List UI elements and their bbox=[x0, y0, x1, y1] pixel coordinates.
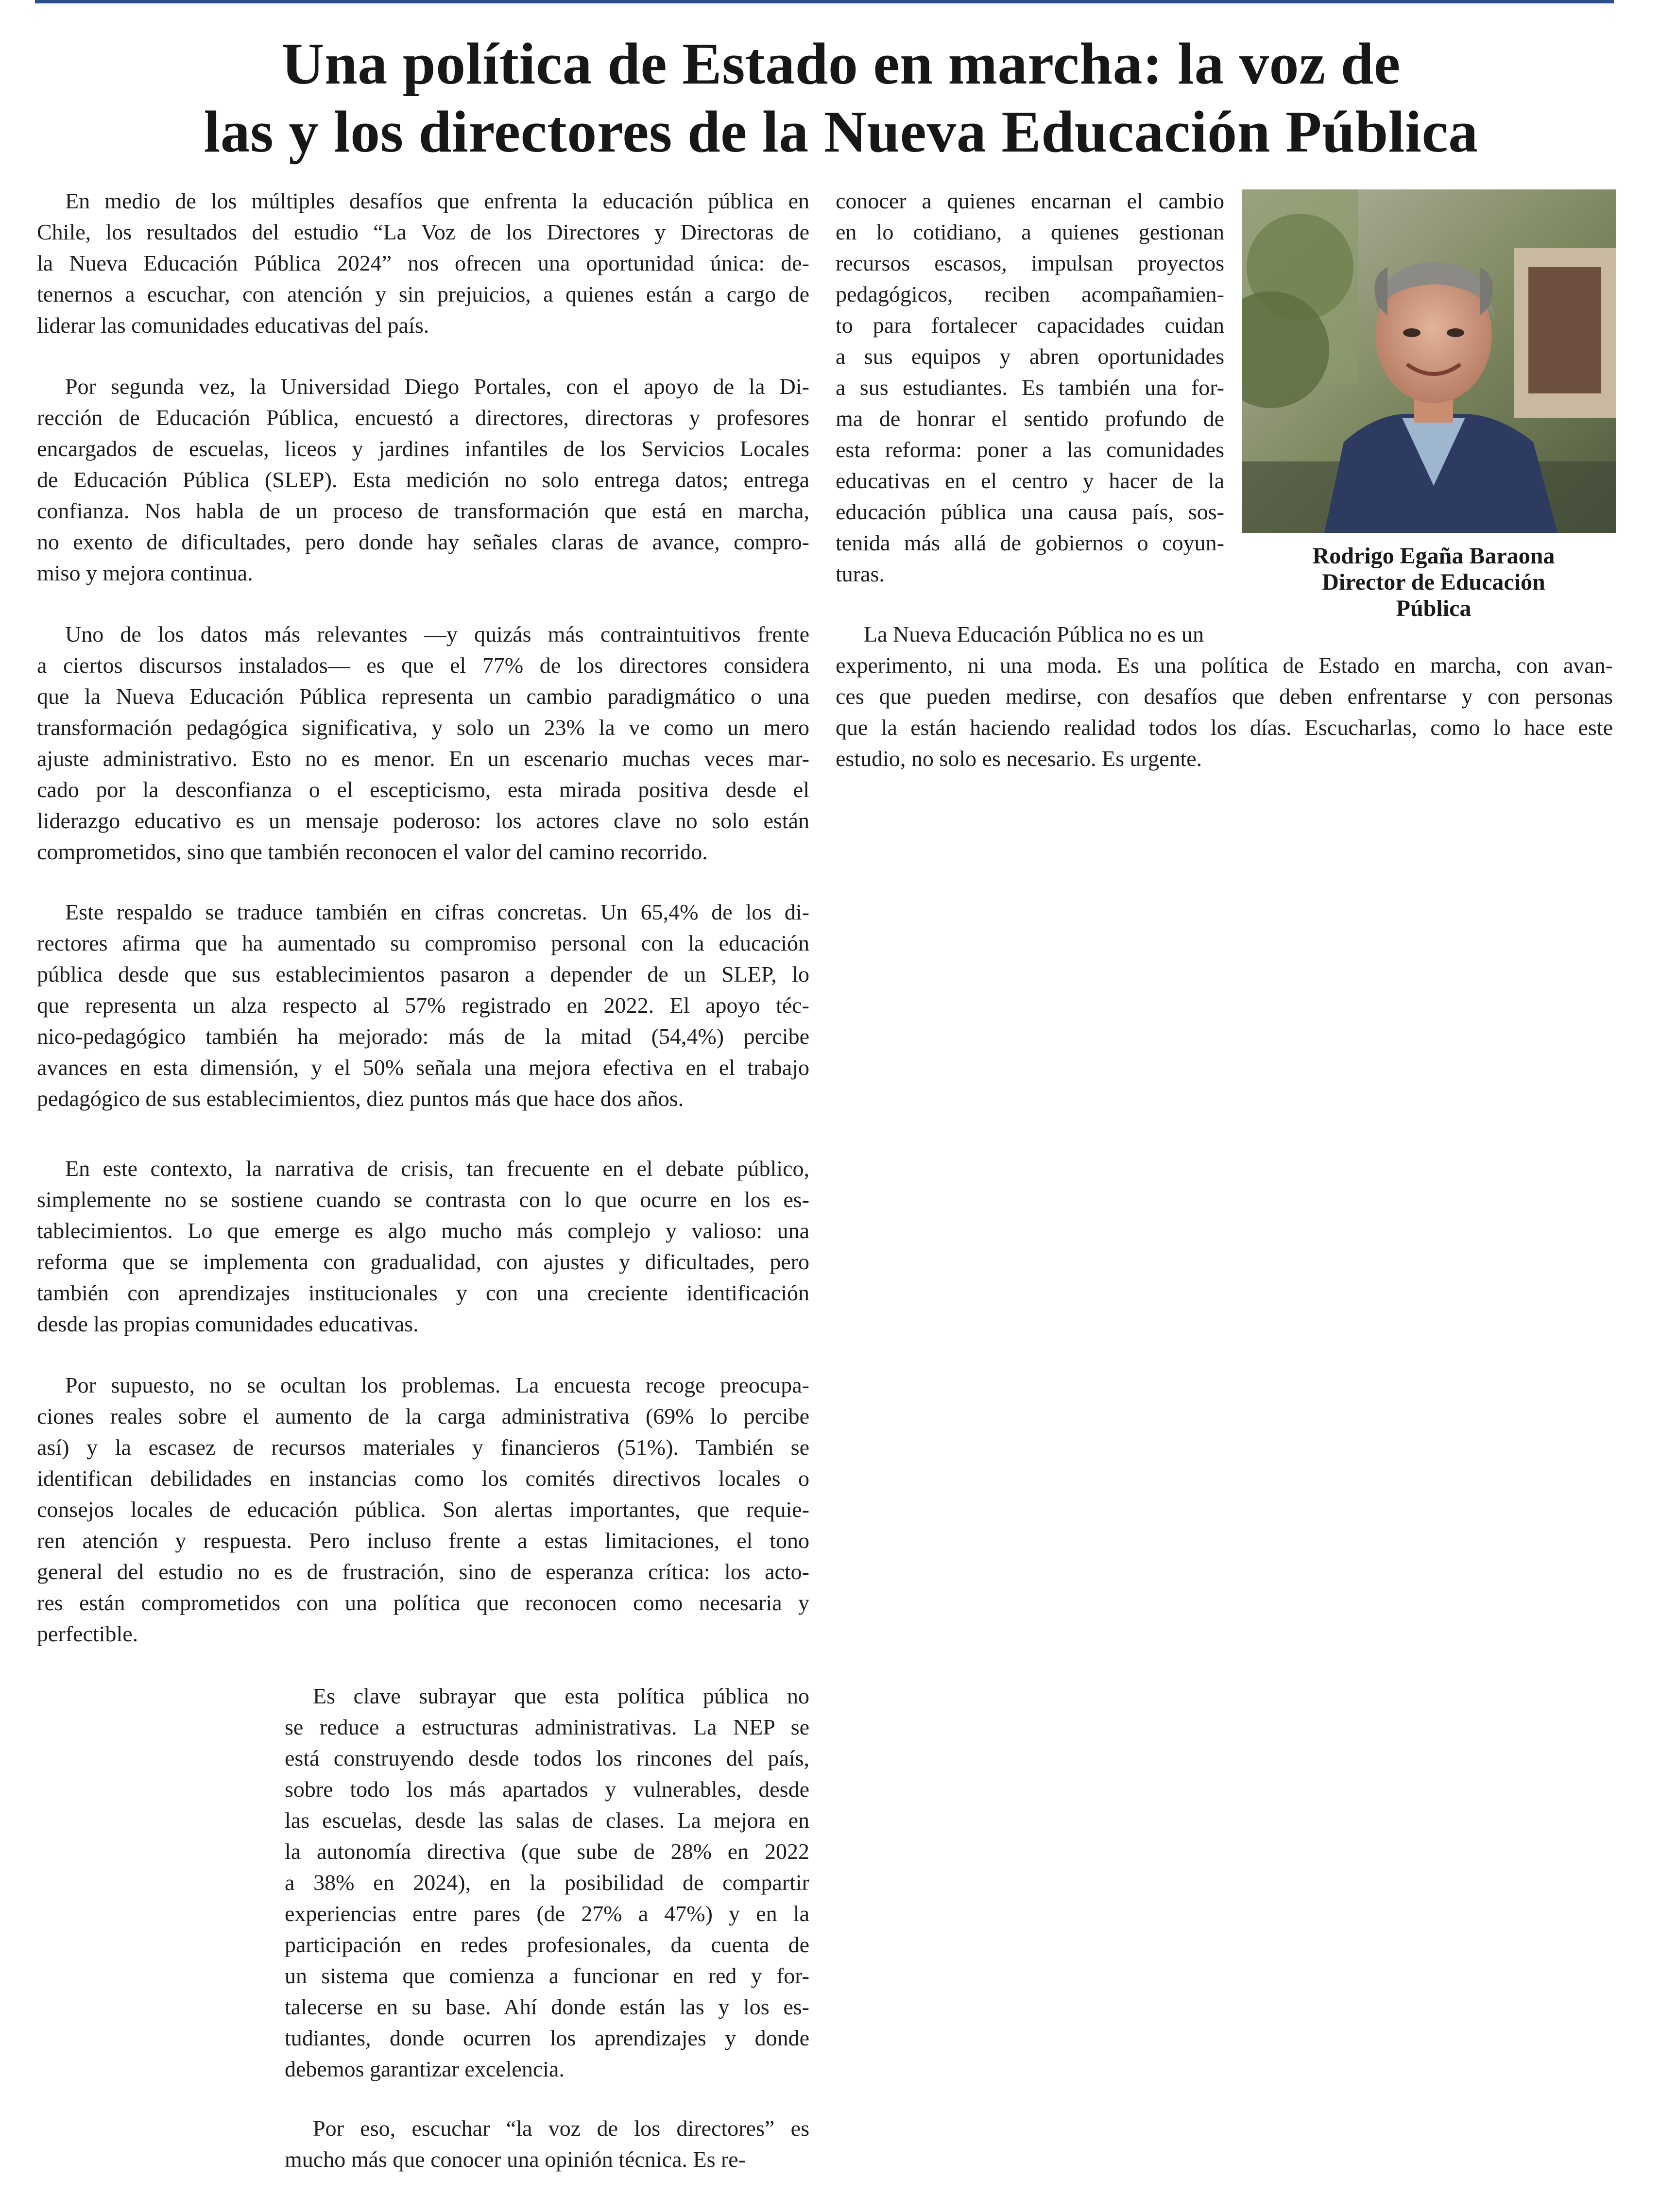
text-line: simplemente no se sostiene cuando se contrasta con lo que ocurre en los es- bbox=[37, 1187, 809, 1212]
text-line: avances en esta dimensión, y el 50% señala una mejora efectiva en el trabajo bbox=[37, 1055, 809, 1080]
text-line: en lo cotidiano, a quienes gestionan bbox=[836, 220, 1224, 244]
text-line: consejos locales de educación pública. Son alertas importantes, que requie- bbox=[37, 1497, 809, 1522]
text-line: tablecimientos. Lo que emerge es algo mucho más complejo y valioso: una bbox=[37, 1218, 809, 1243]
text-line: mucho más que conocer una opinión técnica. Es re- bbox=[285, 2147, 746, 2172]
text-line: cado por la desconfianza o el escepticismo, esta mirada positiva desde el bbox=[37, 777, 809, 802]
text-line: perfectible. bbox=[37, 1621, 138, 1646]
paragraph-4 bbox=[37, 897, 809, 1114]
text-line: está construyendo desde todos los rincones del país, bbox=[285, 1746, 809, 1770]
text-line: así) y la escasez de recursos materiales y financieros (51%). También se bbox=[37, 1435, 809, 1460]
paragraph-1 bbox=[37, 186, 809, 341]
paragraph-3 bbox=[37, 619, 809, 868]
text-line: La Nueva Educación Pública no es un bbox=[864, 622, 1204, 647]
author-portrait-image bbox=[1242, 189, 1616, 533]
caption-title-line-2: Pública bbox=[1396, 596, 1472, 621]
text-line: ces que pueden medirse, con desafíos que deben enfrentarse y con personas bbox=[836, 684, 1613, 709]
text-line: las escuelas, desde las salas de clases. La mejora en bbox=[285, 1808, 809, 1833]
text-line: liderazgo educativo es un mensaje poderoso: los actores clave no solo están bbox=[37, 808, 809, 833]
text-line: Chile, los resultados del estudio “La Voz de los Directores y Directoras de bbox=[37, 220, 809, 244]
text-line: confianza. Nos habla de un proceso de transformación que está en marcha, bbox=[37, 498, 809, 523]
text-line: también con aprendizajes institucionales y con una creciente identificación bbox=[37, 1280, 809, 1305]
text-line: liderar las comunidades educativas del país. bbox=[37, 313, 429, 338]
text-line: pedagógico de sus establecimientos, diez puntos más que hace dos años. bbox=[37, 1086, 684, 1111]
text-line: miso y mejora continua. bbox=[37, 561, 253, 585]
text-line: se reduce a estructuras administrativas. La NEP se bbox=[285, 1715, 809, 1739]
headline-line-1: Una política de Estado en marcha: la voz de bbox=[281, 31, 1401, 97]
text-line: tenida más allá de gobiernos o coyun- bbox=[836, 530, 1224, 555]
text-line: que representa un alza respecto al 57% registrado en 2022. El apoyo téc- bbox=[37, 993, 809, 1018]
caption-title-line-1: Director de Educación bbox=[1322, 569, 1545, 595]
text-line: pública desde que sus establecimientos pasaron a depender de un SLEP, lo bbox=[37, 962, 809, 987]
text-line: experiencias entre pares (de 27% a 47%) y en la bbox=[285, 1901, 809, 1926]
text-line: no exento de dificultades, pero donde hay señales claras de avance, compro- bbox=[37, 529, 809, 554]
paragraph-2 bbox=[37, 371, 809, 589]
text-line: rectores afirma que ha aumentado su compromiso personal con la educación bbox=[37, 931, 809, 955]
text-line: Por segunda vez, la Universidad Diego Portales, con el apoyo de la Di- bbox=[65, 374, 809, 399]
headline bbox=[35, 30, 1647, 166]
headline-line-2: las y los directores de la Nueva Educación Pública bbox=[204, 99, 1478, 165]
text-line: a 38% en 2024), en la posibilidad de compartir bbox=[285, 1870, 809, 1895]
text-line: a ciertos discursos instalados— es que el 77% de los directores considera bbox=[37, 653, 809, 678]
text-line: la autonomía directiva (que sube de 28% en 2022 bbox=[285, 1839, 809, 1864]
text-line: un sistema que comienza a funcionar en red y for- bbox=[285, 1963, 809, 1988]
author-photo bbox=[1242, 189, 1616, 533]
text-line: educación pública una causa país, sos- bbox=[836, 499, 1224, 524]
text-line: que la están haciendo realidad todos los días. Escucharlas, como lo hace este bbox=[836, 715, 1613, 740]
text-line: ciones reales sobre el aumento de la carga administrativa (69% lo percibe bbox=[37, 1404, 809, 1429]
text-line: transformación pedagógica significativa, y solo un 23% la ve como un mero bbox=[37, 715, 809, 740]
text-line: reforma que se implementa con gradualidad, con ajustes y dificultades, pero bbox=[37, 1249, 809, 1274]
text-line: ajuste administrativo. Esto no es menor. En un escenario muchas veces mar- bbox=[37, 746, 809, 771]
text-line: conocer a quienes encarnan el cambio bbox=[836, 188, 1224, 213]
text-line: pedagógicos, reciben acompañamien- bbox=[836, 282, 1224, 306]
text-line: educativas en el centro y hacer de la bbox=[836, 468, 1224, 493]
paragraph-5 bbox=[37, 1153, 809, 1340]
text-line: desde las propias comunidades educativas. bbox=[37, 1311, 419, 1336]
text-line: sobre todo los más apartados y vulnerables, desde bbox=[285, 1777, 809, 1802]
top-rule bbox=[35, 0, 1614, 3]
photo-caption bbox=[1242, 543, 1626, 622]
text-line: turas. bbox=[836, 562, 885, 586]
text-line: la Nueva Educación Pública 2024” nos ofrecen una oportunidad única: de- bbox=[37, 251, 809, 275]
text-line: esta reforma: poner a las comunidades bbox=[836, 437, 1224, 462]
text-line: estudio, no solo es necesario. Es urgente. bbox=[836, 746, 1202, 771]
text-line: identifican debilidades en instancias como los comités directivos locales o bbox=[37, 1466, 809, 1491]
text-line: nico-pedagógico también ha mejorado: más de la mitad (54,4%) percibe bbox=[37, 1024, 809, 1049]
text-line: a sus equipos y abren oportunidades bbox=[836, 344, 1224, 369]
paragraph-9 bbox=[836, 186, 1224, 590]
text-line: Por eso, escuchar “la voz de los directores” es bbox=[313, 2116, 809, 2141]
text-line: de Educación Pública (SLEP). Esta medición no solo entrega datos; entrega bbox=[37, 467, 809, 492]
text-line: debemos garantizar excelencia. bbox=[285, 2057, 565, 2081]
paragraph-10 bbox=[836, 619, 1613, 774]
text-line: general del estudio no es de frustración, sino de esperanza crítica: los acto- bbox=[37, 1559, 809, 1584]
text-line: experimento, ni una moda. Es una política de Estado en marcha, con avan- bbox=[836, 653, 1613, 678]
caption-name: Rodrigo Egaña Baraona bbox=[1312, 543, 1555, 569]
text-line: rección de Educación Pública, encuestó a directores, directoras y profesores bbox=[37, 405, 809, 430]
paragraph-6 bbox=[37, 1370, 809, 1650]
text-line: recursos escasos, impulsan proyectos bbox=[836, 251, 1224, 275]
text-line: encargados de escuelas, liceos y jardines infantiles de los Servicios Locales bbox=[37, 436, 809, 461]
text-line: En este contexto, la narrativa de crisis, tan frecuente en el debate público, bbox=[65, 1156, 809, 1181]
text-line: tenernos a escuchar, con atención y sin prejuicios, a quienes están a cargo de bbox=[37, 282, 809, 306]
text-line: ren atención y respuesta. Pero incluso frente a estas limitaciones, el tono bbox=[37, 1528, 809, 1553]
text-line: Uno de los datos más relevantes —y quizás más contraintuitivos frente bbox=[65, 622, 809, 647]
text-line: Este respaldo se traduce también en cifras concretas. Un 65,4% de los di- bbox=[65, 900, 809, 924]
paragraph-7 bbox=[285, 1681, 809, 2085]
text-line: res están comprometidos con una política que reconocen como necesaria y bbox=[37, 1590, 809, 1615]
text-line: Es clave subrayar que esta política pública no bbox=[313, 1684, 809, 1708]
text-line: talecerse en su base. Ahí donde están las y los es- bbox=[285, 1994, 809, 2019]
text-line: participación en redes profesionales, da cuenta de bbox=[285, 1932, 809, 1957]
text-line: En medio de los múltiples desafíos que enfrenta la educación pública en bbox=[65, 188, 809, 213]
text-line: tudiantes, donde ocurren los aprendizajes y donde bbox=[285, 2025, 809, 2050]
text-line: to para fortalecer capacidades cuidan bbox=[836, 313, 1224, 338]
paragraph-8 bbox=[285, 2113, 809, 2175]
text-line: Por supuesto, no se ocultan los problemas. La encuesta recoge preocupa- bbox=[65, 1373, 809, 1397]
text-line: que la Nueva Educación Pública representa un cambio paradigmático o una bbox=[37, 684, 809, 709]
text-line: comprometidos, sino que también reconocen el valor del camino recorrido. bbox=[37, 839, 708, 864]
text-line: ma de honrar el sentido profundo de bbox=[836, 406, 1224, 431]
text-line: a sus estudiantes. Es también una for- bbox=[836, 375, 1224, 400]
